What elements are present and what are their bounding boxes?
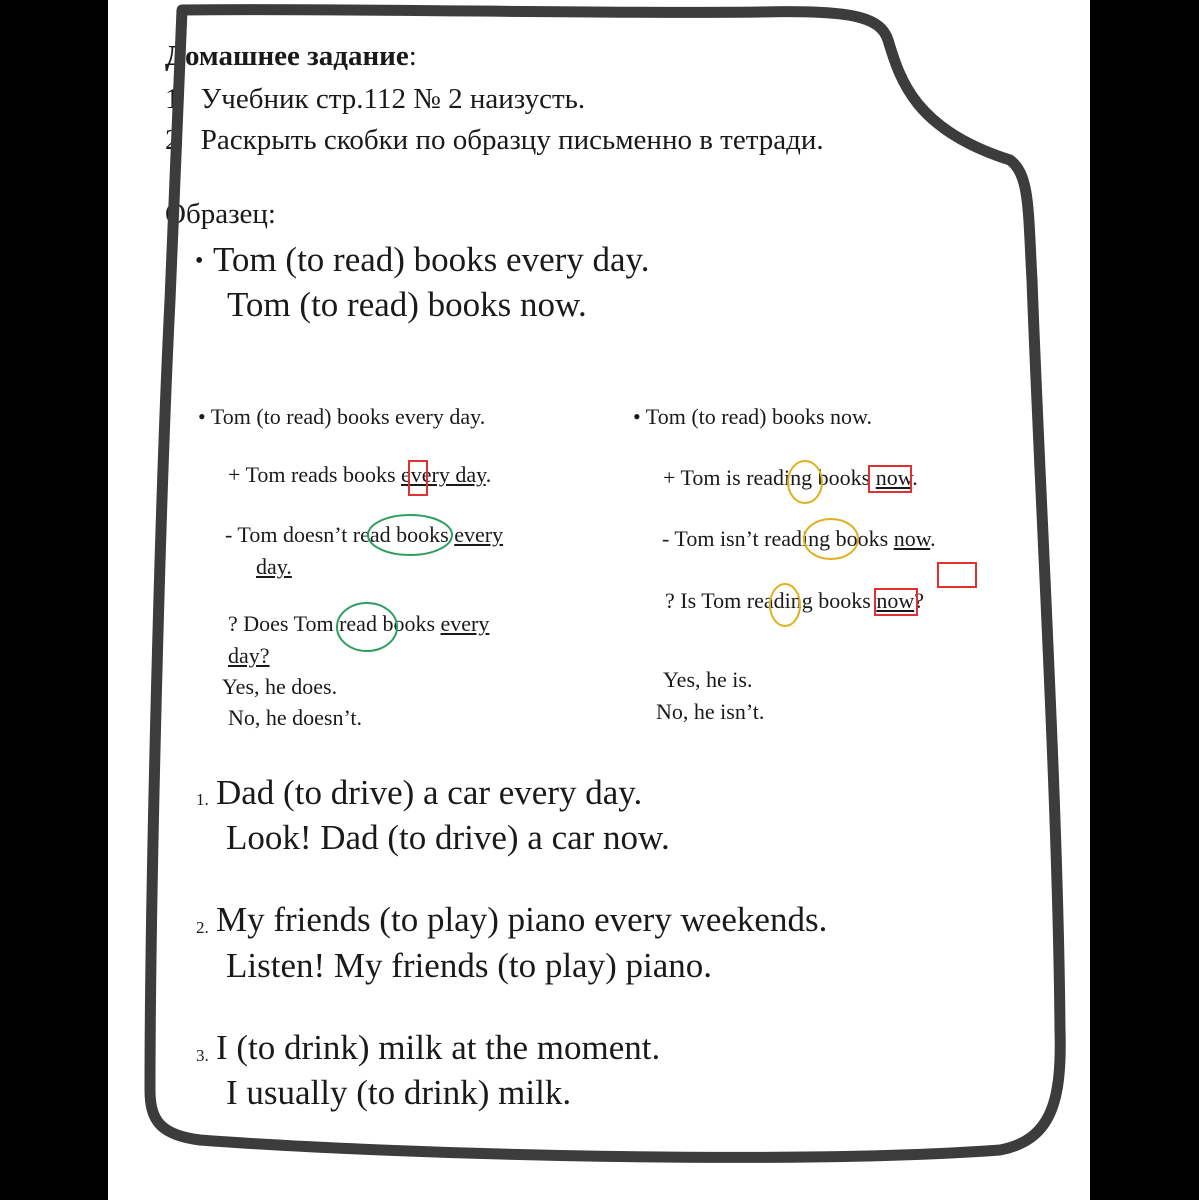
sample-bullet: • <box>195 248 204 274</box>
homework-item-1 <box>165 83 585 116</box>
example-right-question-text: ? Is Tom reading books <box>665 588 877 613</box>
example-right-question-underlined: now <box>876 588 915 613</box>
example-right-question <box>665 588 924 614</box>
exercise-1-number: 1. <box>196 790 209 809</box>
example-left-positive-end: . <box>485 462 492 487</box>
sample-line-1: Tom (to read) books every day. <box>213 240 650 279</box>
homework-title-line <box>165 40 417 73</box>
exercise-3-line-1: I (to drink) milk at the moment. <box>216 1028 661 1067</box>
example-left-question <box>228 611 489 637</box>
example-left-answer-yes: Yes, he does. <box>222 674 338 699</box>
example-right-answer-yes: Yes, he is. <box>663 667 753 692</box>
homework-item-2-text: Раскрыть скобки по образцу письменно в тетради. <box>200 124 824 156</box>
worksheet-page <box>108 0 1090 1200</box>
exercise-3-number: 3. <box>196 1046 209 1065</box>
example-left-positive <box>228 462 491 488</box>
homework-item-1-text: Учебник стр.112 № 2 наизусть. <box>200 83 586 115</box>
example-right-header: • Tom (to read) books now. <box>633 404 872 429</box>
example-right-positive <box>663 465 918 491</box>
sample-line-2: Tom (to read) books now. <box>227 285 587 324</box>
homework-item-1-num: 1 <box>165 83 180 115</box>
example-right-negative <box>662 526 936 552</box>
exercise-2-line-2: Listen! My friends (to play) piano. <box>226 946 713 985</box>
example-left-question-text: ? Does Tom read books <box>228 611 441 636</box>
example-right-positive-underlined: now <box>875 465 913 490</box>
example-left-answer-no: No, he doesn’t. <box>228 705 363 730</box>
homework-item-2-num: 2 <box>165 124 180 156</box>
example-right-question-end: ? <box>914 588 924 613</box>
exercise-1-line-1: Dad (to drive) a car every day. <box>216 773 643 812</box>
homework-item-2 <box>165 124 824 157</box>
example-left-positive-text: + Tom reads books <box>228 462 402 487</box>
sample-label: Образец: <box>165 198 276 230</box>
example-left-negative-underlined: every <box>454 522 504 547</box>
homework-title-colon: : <box>408 40 417 72</box>
example-left-question-underlined: every <box>440 611 490 636</box>
example-left-positive-underlined: every day <box>401 462 486 487</box>
example-left-negative-cont: day. <box>256 554 292 579</box>
example-right-positive-text: + Tom is reading books <box>663 465 876 490</box>
exercise-2-number: 2. <box>196 918 209 937</box>
example-right-negative-underlined: now <box>893 526 931 551</box>
example-right-answer-no: No, he isn’t. <box>656 699 765 724</box>
example-right-positive-end: . <box>912 465 918 490</box>
homework-title: Домашнее задание <box>165 40 409 72</box>
example-right-negative-text: - Tom isn’t reading books <box>662 526 894 551</box>
example-left-header: • Tom (to read) books every day. <box>198 404 486 429</box>
example-left-question-cont: day? <box>228 643 270 668</box>
example-left-negative <box>225 522 503 548</box>
exercise-2-line-1: My friends (to play) piano every weekends. <box>216 900 828 939</box>
exercise-3-line-2: I usually (to drink) milk. <box>226 1073 572 1112</box>
example-left-negative-text: - Tom doesn’t read books <box>225 522 455 547</box>
example-right-negative-end: . <box>930 526 936 551</box>
exercise-1-line-2: Look! Dad (to drive) a car now. <box>226 818 670 857</box>
